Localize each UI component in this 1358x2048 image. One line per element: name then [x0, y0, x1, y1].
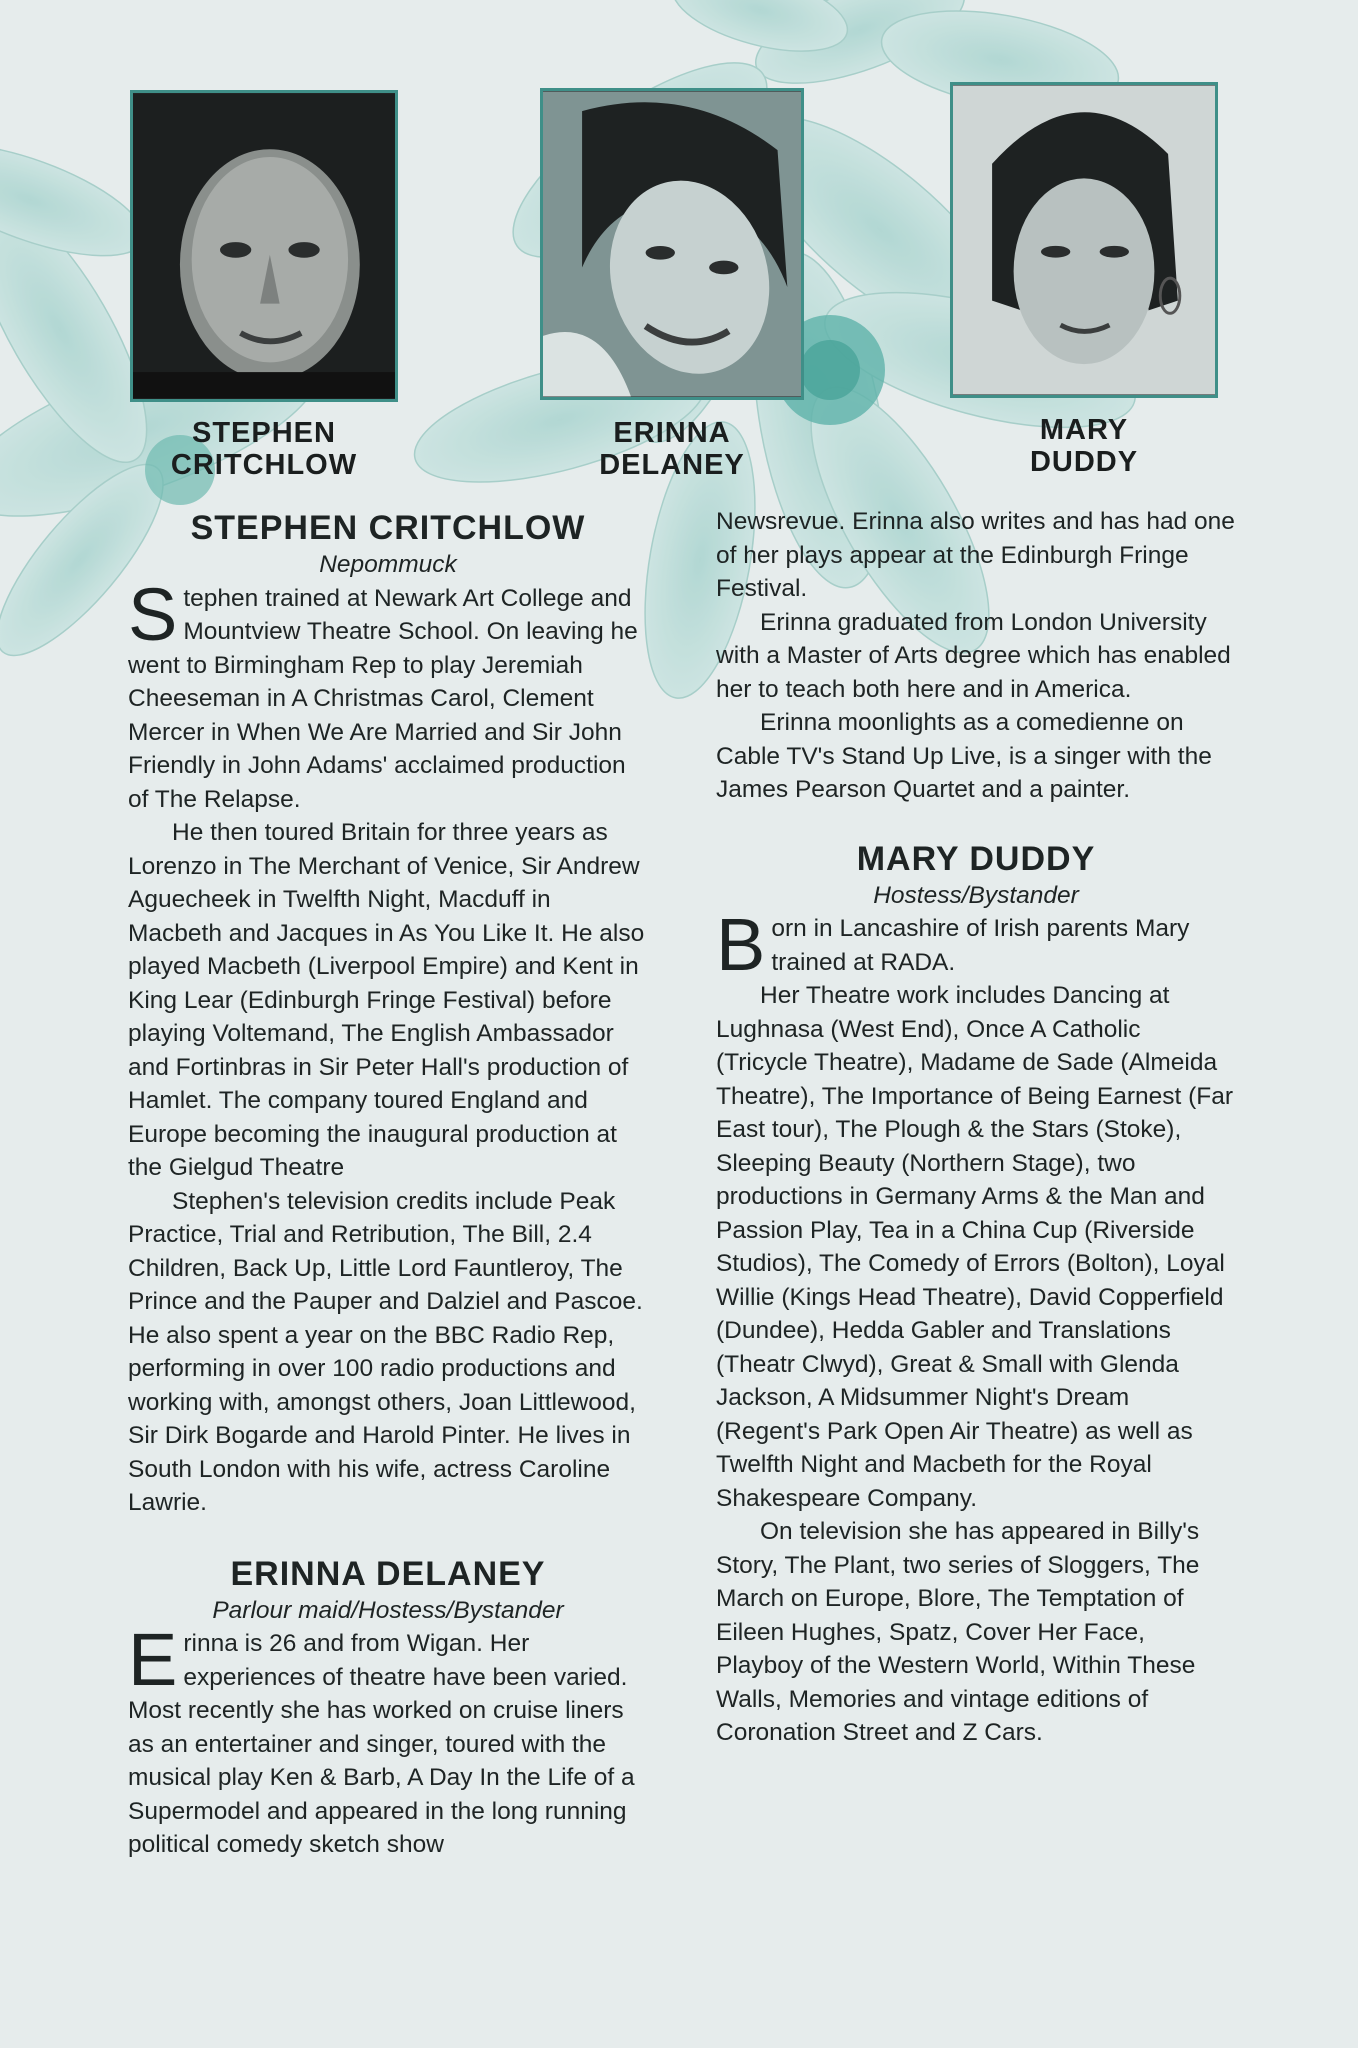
- photo-stephen-critchlow: [130, 90, 398, 402]
- caption-mary-duddy: [950, 414, 1218, 478]
- heading-erinna-delaney: ERINNA DELANEY: [230, 1554, 546, 1593]
- caption-stephen-critchlow: [130, 417, 398, 481]
- bio-paragraph: [128, 1618, 648, 1862]
- headshot-image: [133, 93, 395, 399]
- drop-cap: B: [716, 903, 766, 986]
- caption-line: STEPHEN: [192, 417, 336, 449]
- bio-paragraph: Erinna graduated from London University with a Master of Arts degree which has enabled her to teach both here and in America.: [716, 608, 1231, 703]
- bio-paragraph: Newsrevue. Erinna also writes and has had one of her plays appear at the Edinburgh Fringe Festival.: [716, 508, 1235, 602]
- role-mary: Hostess/Bystander: [873, 881, 1079, 909]
- heading-mary-duddy: MARY DUDDY: [856, 839, 1096, 878]
- caption-line: MARY: [1039, 414, 1129, 446]
- right-column: [716, 505, 1236, 1750]
- bio-paragraph: On television she has appeared in Billy's Story, The Plant, two series of Sloggers, The March on Europe, Blore, The Temptation of Eileen Hughes, Spatz, Cover Her Face, Playboy of the Western World, Within These Walls, Memories and vintage editions of Coronation Street and Z Cars.: [716, 1518, 1200, 1746]
- heading-stephen-critchlow: STEPHEN CRITCHLOW: [190, 509, 586, 547]
- bio-paragraph: [128, 572, 648, 817]
- bio-paragraph: Erinna moonlights as a comedienne on Cable TV's Stand Up Live, is a singer with the James Pearson Quartet and a painter.: [716, 709, 1212, 803]
- photo-mary-duddy: [950, 82, 1218, 398]
- headshot-image: [953, 85, 1215, 395]
- bio-paragraph: [716, 903, 1236, 986]
- caption-line: CRITCHLOW: [170, 449, 358, 481]
- drop-cap: E: [128, 1618, 178, 1701]
- bio-text: tephen trained at Newark Art College and Mountview Theatre School. On leaving he went to Birmingham Rep to play Jeremiah Cheeseman in A Christmas Carol, Clement Mercer in When We Are Married and Sir John Friendly in John Adams' acclaimed production of The Relapse.: [128, 584, 638, 813]
- role-stephen: Nepommuck: [319, 551, 457, 578]
- role-erinna: Parlour maid/Hostess/Bystander: [212, 1596, 564, 1624]
- drop-cap: S: [128, 572, 178, 656]
- left-column: [128, 508, 648, 1862]
- caption-line: ERINNA: [613, 417, 731, 449]
- bio-paragraph: Stephen's television credits include Peak Practice, Trial and Retribution, The Bill, 2.4 Children, Back Up, Little Lord Fauntleroy, The Prince and the Pauper and Dalziel and Pascoe. He also spent a year on the BBC Radio Rep, performing in over 100 radio productions and working with, amongst others, Joan Littlewood, Sir Dirk Bogarde and Harold Pinter. He lives in South London with his wife, actress Caroline Lawrie.: [128, 1187, 643, 1516]
- photo-erinna-delaney: [540, 88, 804, 400]
- bio-text: rinna is 26 and from Wigan. Her experiences of theatre have been varied. Most recently she has worked on cruise liners as an entertainer and singer, toured with the musical play Ken & Barb, A Day In the Life of a Supermodel and appeared in the long running political comedy sketch show: [128, 1630, 635, 1858]
- bio-paragraph: Her Theatre work includes Dancing at Lughnasa (West End), Once A Catholic (Tricycle Theatre), Madame de Sade (Almeida Theatre), The Importance of Being Earnest (Far East tour), The Plough & the Stars (Stoke), Sleeping Beauty (Northern Stage), two productions in Germany Arms & the Man and Passion Play, Tea in a China Cup (Riverside Studios), The Comedy of Errors (Bolton), Loyal Willie (Kings Head Theatre), David Copperfield (Dundee), Hedda Gabler and Translations (Theatr Clwyd), Great & Small with Glenda Jackson, A Midsummer Night's Dream (Regent's Park Open Air Theatre) as well as Twelfth Night and Macbeth for the Royal Shakespeare Company.: [716, 982, 1234, 1512]
- caption-line: DUDDY: [1029, 446, 1139, 478]
- caption-line: DELANEY: [599, 449, 745, 481]
- headshot-image: [543, 91, 801, 397]
- caption-erinna-delaney: [540, 417, 804, 481]
- bio-paragraph: He then toured Britain for three years as Lorenzo in The Merchant of Venice, Sir Andrew Aguecheek in Twelfth Night, Macduff in Macbeth and Jacques in As You Like It. He also played Macbeth (Liverpool Empire) and Kent in King Lear (Edinburgh Fringe Festival) before playing Voltemand, The English Ambassador and Fortinbras in Sir Peter Hall's production of Hamlet. The company toured England and Europe becoming the inaugural production at the Gielgud Theatre: [128, 819, 645, 1181]
- bio-text: orn in Lancashire of Irish parents Mary trained at RADA.: [771, 915, 1190, 976]
